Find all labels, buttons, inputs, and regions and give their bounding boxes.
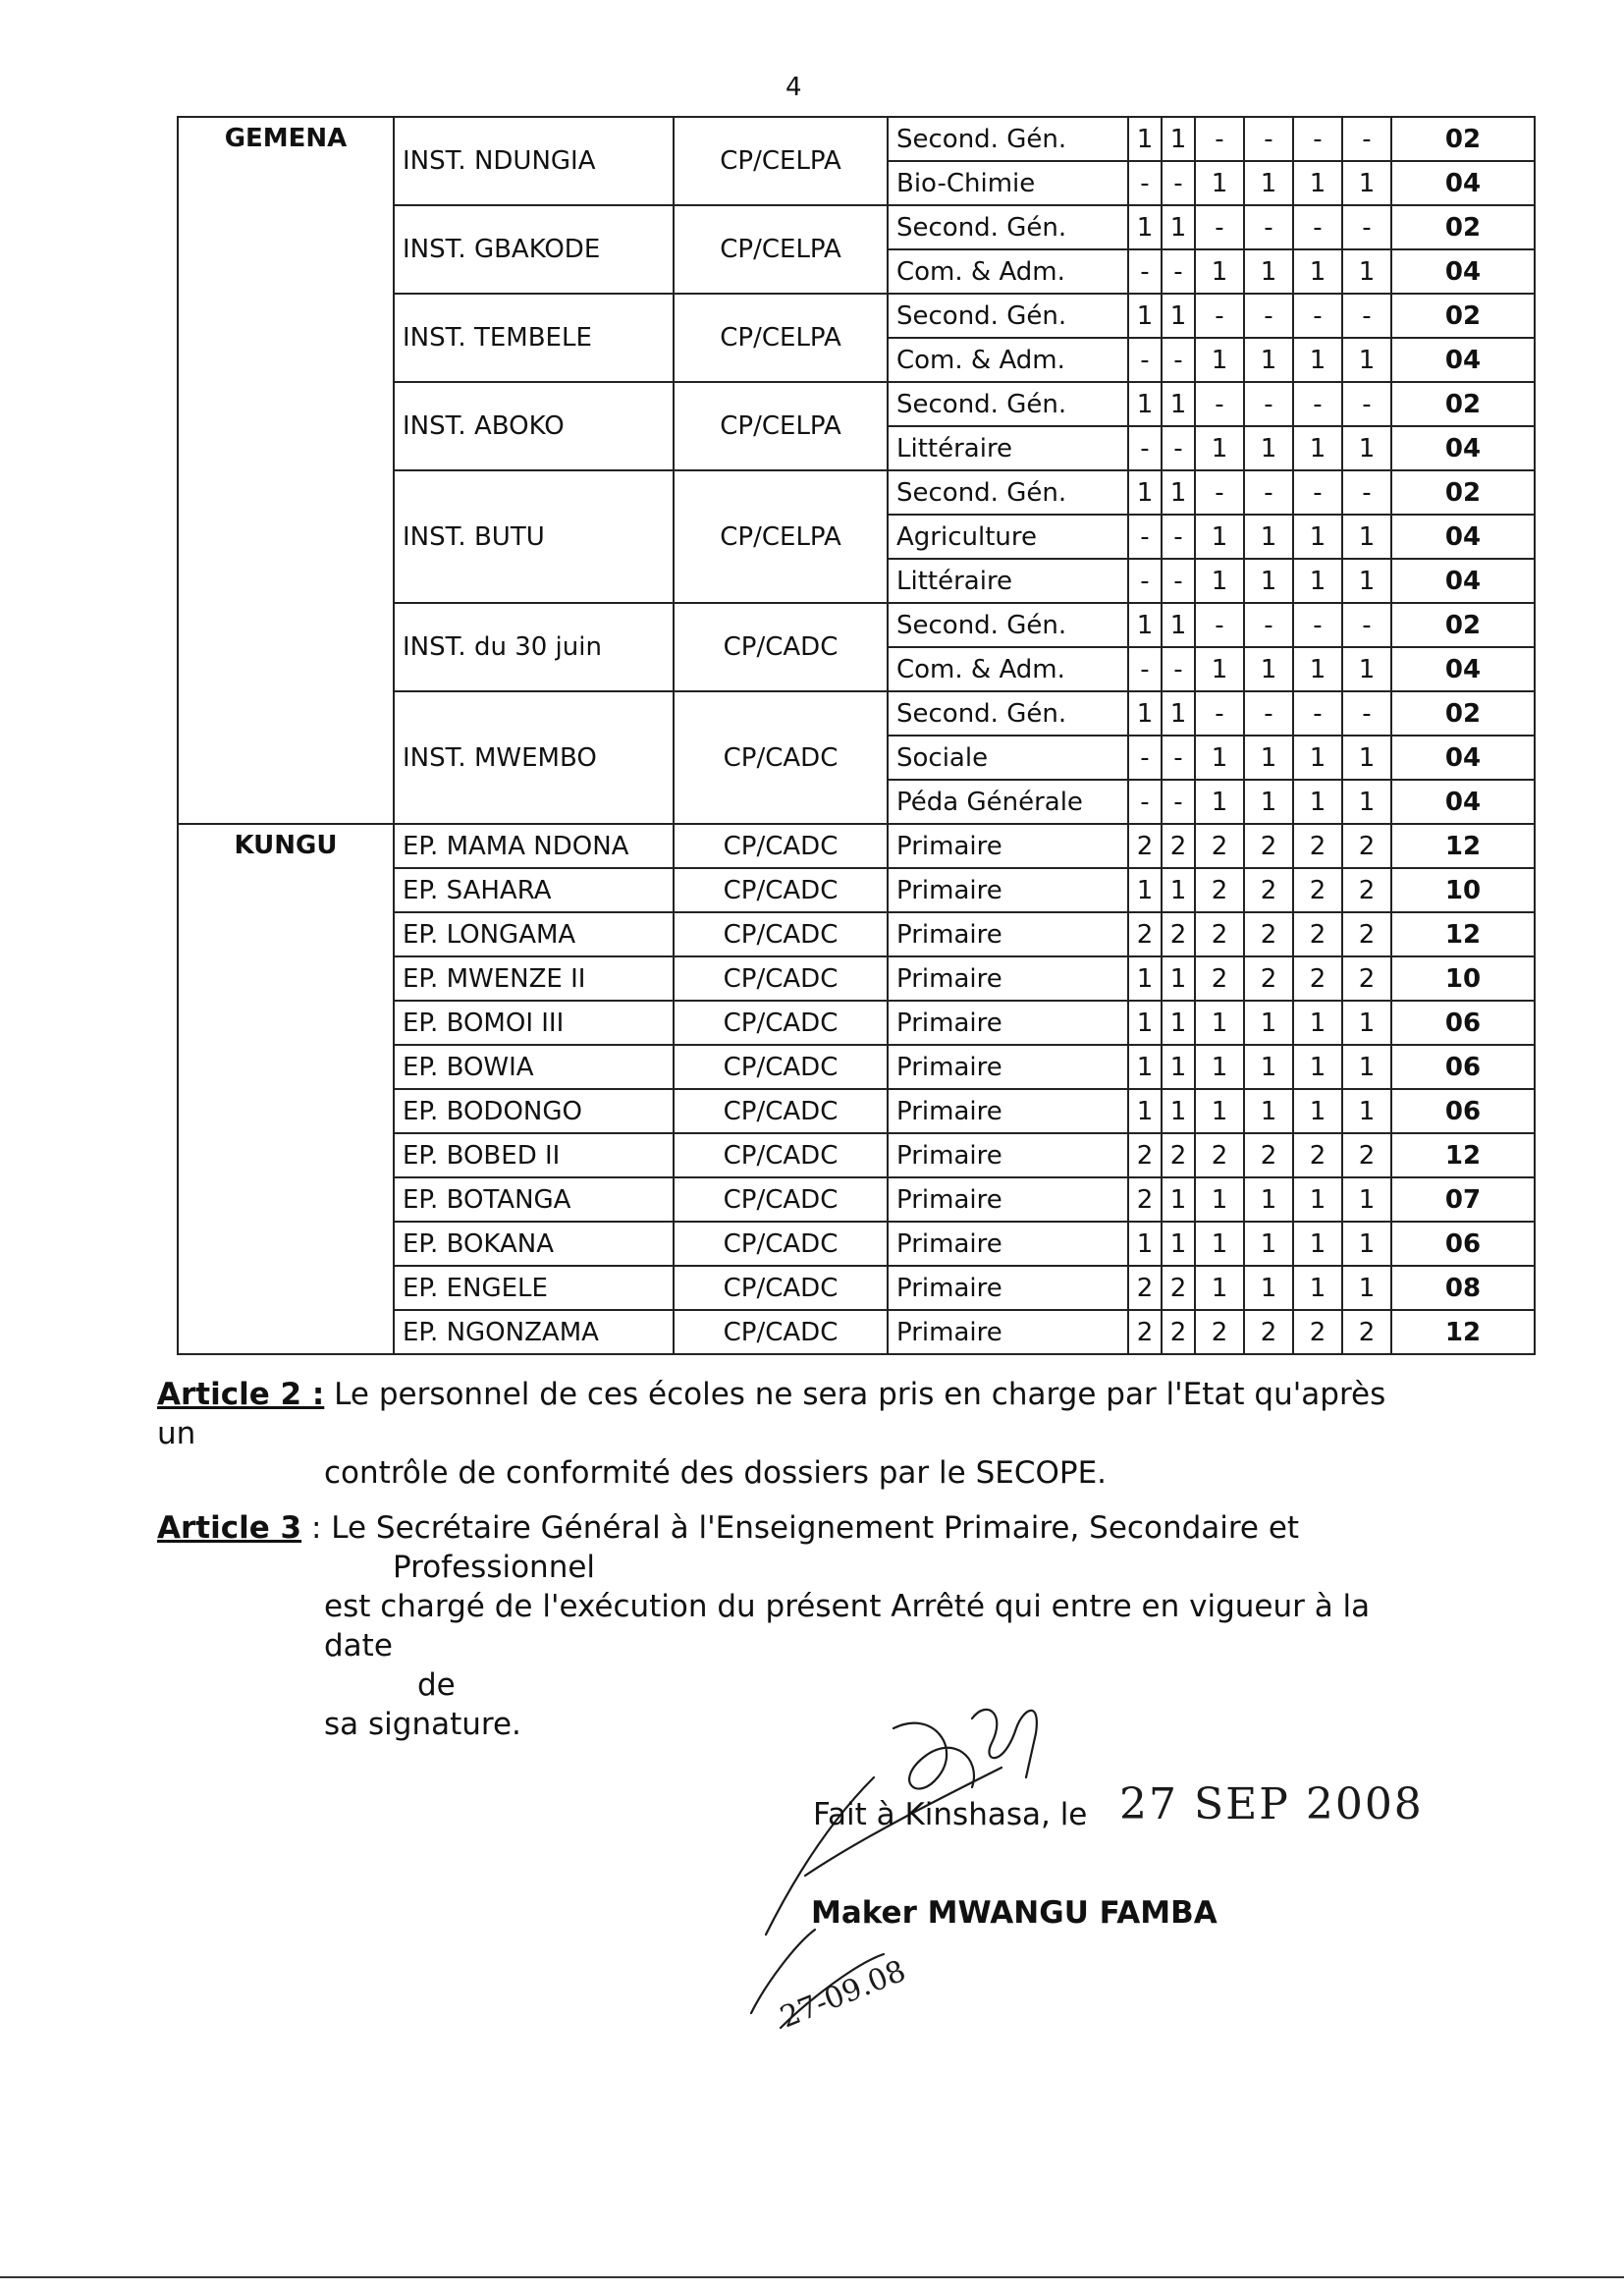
class-count: 2 (1195, 1310, 1244, 1354)
class-count: 2 (1162, 824, 1195, 868)
class-count: 1 (1244, 780, 1293, 824)
class-count: 2 (1128, 1310, 1162, 1354)
class-count: - (1162, 647, 1195, 691)
class-count: 1 (1244, 338, 1293, 382)
class-count: - (1293, 691, 1342, 736)
class-count: - (1128, 780, 1162, 824)
section-name: Second. Gén. (888, 205, 1128, 249)
total-count: 04 (1391, 515, 1535, 559)
class-count: 1 (1342, 338, 1391, 382)
class-count: - (1244, 117, 1293, 161)
article-3-label: Article 3 (157, 1510, 302, 1546)
total-count: 12 (1391, 1310, 1535, 1354)
class-count: 2 (1128, 824, 1162, 868)
convention: CP/CADC (674, 1133, 888, 1177)
school-name: EP. SAHARA (394, 868, 674, 912)
class-count: 2 (1342, 868, 1391, 912)
section-name: Primaire (888, 1045, 1128, 1089)
class-count: 2 (1162, 1266, 1195, 1310)
convention: CP/CADC (674, 1089, 888, 1133)
class-count: 2 (1342, 912, 1391, 956)
school-name: EP. BOTANGA (394, 1177, 674, 1222)
class-count: 1 (1128, 1089, 1162, 1133)
convention: CP/CADC (674, 1310, 888, 1354)
article-2-label: Article 2 : (157, 1377, 325, 1412)
class-count: 2 (1244, 868, 1293, 912)
class-count: - (1162, 161, 1195, 205)
class-count: - (1293, 470, 1342, 515)
class-count: 1 (1342, 1222, 1391, 1266)
class-count: - (1195, 205, 1244, 249)
class-count: 1 (1128, 1222, 1162, 1266)
convention: CP/CADC (674, 824, 888, 868)
class-count: 2 (1162, 912, 1195, 956)
class-count: 1 (1128, 117, 1162, 161)
class-count: 1 (1342, 780, 1391, 824)
class-count: - (1128, 426, 1162, 470)
class-count: 1 (1128, 691, 1162, 736)
class-count: 1 (1128, 868, 1162, 912)
section-name: Primaire (888, 1001, 1128, 1045)
article-2-line-1: Le personnel de ces écoles ne sera pris en charge par l'Etat qu'après un (157, 1377, 1386, 1451)
convention: CP/CADC (674, 1045, 888, 1089)
convention: CP/CADC (674, 1222, 888, 1266)
section-name: Second. Gén. (888, 603, 1128, 647)
convention: CP/CELPA (674, 470, 888, 603)
class-count: 1 (1244, 1045, 1293, 1089)
class-count: 1 (1244, 426, 1293, 470)
class-count: - (1128, 559, 1162, 603)
class-count: - (1195, 603, 1244, 647)
total-count: 06 (1391, 1089, 1535, 1133)
class-count: - (1342, 603, 1391, 647)
class-count: - (1342, 382, 1391, 426)
class-count: 2 (1244, 956, 1293, 1001)
class-count: - (1342, 691, 1391, 736)
class-count: 1 (1128, 205, 1162, 249)
section-name: Com. & Adm. (888, 647, 1128, 691)
class-count: 1 (1195, 515, 1244, 559)
class-count: 2 (1162, 1310, 1195, 1354)
district-name: GEMENA (178, 117, 394, 824)
school-name: INST. du 30 juin (394, 603, 674, 691)
class-count: 1 (1162, 1045, 1195, 1089)
class-count: 1 (1162, 868, 1195, 912)
class-count: 1 (1342, 515, 1391, 559)
class-count: - (1162, 780, 1195, 824)
class-count: 2 (1195, 956, 1244, 1001)
section-name: Primaire (888, 1310, 1128, 1354)
class-count: 2 (1293, 1133, 1342, 1177)
convention: CP/CADC (674, 691, 888, 824)
class-count: - (1195, 294, 1244, 338)
class-count: - (1162, 249, 1195, 294)
class-count: 1 (1128, 470, 1162, 515)
school-name: EP. BOKANA (394, 1222, 674, 1266)
class-count: - (1195, 691, 1244, 736)
class-count: 1 (1293, 161, 1342, 205)
class-count: 1 (1244, 515, 1293, 559)
class-count: 1 (1128, 1045, 1162, 1089)
class-count: 1 (1293, 249, 1342, 294)
section-name: Primaire (888, 1266, 1128, 1310)
convention: CP/CADC (674, 1001, 888, 1045)
total-count: 12 (1391, 824, 1535, 868)
school-name: EP. MWENZE II (394, 956, 674, 1001)
section-name: Second. Gén. (888, 691, 1128, 736)
section-name: Second. Gén. (888, 382, 1128, 426)
date-stamp: 27 SEP 2008 (1119, 1779, 1424, 1829)
class-count: 1 (1195, 647, 1244, 691)
section-name: Second. Gén. (888, 294, 1128, 338)
district-name: KUNGU (178, 824, 394, 1354)
total-count: 04 (1391, 161, 1535, 205)
class-count: 2 (1293, 824, 1342, 868)
school-name: INST. ABOKO (394, 382, 674, 470)
class-count: 1 (1195, 1177, 1244, 1222)
class-count: - (1244, 382, 1293, 426)
class-count: 1 (1195, 1001, 1244, 1045)
total-count: 10 (1391, 956, 1535, 1001)
section-name: Littéraire (888, 426, 1128, 470)
convention: CP/CELPA (674, 117, 888, 205)
school-name: EP. NGONZAMA (394, 1310, 674, 1354)
total-count: 02 (1391, 382, 1535, 426)
class-count: 1 (1244, 1222, 1293, 1266)
school-table (177, 116, 1536, 1355)
article-2 (157, 1375, 1434, 1493)
class-count: 1 (1195, 1222, 1244, 1266)
class-count: - (1244, 603, 1293, 647)
class-count: 2 (1342, 1310, 1391, 1354)
class-count: 1 (1162, 1177, 1195, 1222)
total-count: 02 (1391, 294, 1535, 338)
class-count: 1 (1195, 1089, 1244, 1133)
class-count: 1 (1293, 559, 1342, 603)
class-count: - (1195, 117, 1244, 161)
class-count: 2 (1195, 824, 1244, 868)
class-count: - (1244, 691, 1293, 736)
school-table-body (178, 117, 1535, 1354)
handwritten-date: 27-09.08 (775, 1953, 911, 2036)
class-count: 1 (1293, 1222, 1342, 1266)
class-count: 1 (1244, 647, 1293, 691)
class-count: 1 (1342, 1266, 1391, 1310)
class-count: 1 (1162, 1001, 1195, 1045)
class-count: - (1244, 205, 1293, 249)
section-name: Primaire (888, 1089, 1128, 1133)
class-count: 2 (1195, 1133, 1244, 1177)
class-count: - (1195, 470, 1244, 515)
class-count: 2 (1293, 868, 1342, 912)
class-count: 1 (1162, 205, 1195, 249)
section-name: Primaire (888, 824, 1128, 868)
convention: CP/CADC (674, 912, 888, 956)
class-count: 2 (1162, 1133, 1195, 1177)
class-count: 1 (1342, 1045, 1391, 1089)
class-count: - (1342, 470, 1391, 515)
convention: CP/CELPA (674, 294, 888, 382)
class-count: 1 (1293, 515, 1342, 559)
class-count: 1 (1293, 1001, 1342, 1045)
school-name: EP. MAMA NDONA (394, 824, 674, 868)
school-name: INST. NDUNGIA (394, 117, 674, 205)
total-count: 12 (1391, 912, 1535, 956)
class-count: 1 (1195, 1045, 1244, 1089)
class-count: - (1293, 603, 1342, 647)
section-name: Agriculture (888, 515, 1128, 559)
section-name: Primaire (888, 1222, 1128, 1266)
article-3-separator: : (301, 1510, 332, 1546)
total-count: 04 (1391, 338, 1535, 382)
total-count: 02 (1391, 117, 1535, 161)
class-count: 1 (1195, 426, 1244, 470)
class-count: 2 (1293, 956, 1342, 1001)
section-name: Bio-Chimie (888, 161, 1128, 205)
school-name: INST. TEMBELE (394, 294, 674, 382)
section-name: Littéraire (888, 559, 1128, 603)
class-count: 1 (1195, 736, 1244, 780)
section-name: Primaire (888, 868, 1128, 912)
total-count: 04 (1391, 780, 1535, 824)
class-count: 2 (1342, 824, 1391, 868)
class-count: 1 (1244, 1001, 1293, 1045)
class-count: 1 (1195, 1266, 1244, 1310)
section-name: Second. Gén. (888, 470, 1128, 515)
article-3-line-2: Professionnel (393, 1550, 596, 1585)
class-count: - (1162, 515, 1195, 559)
class-count: 1 (1162, 117, 1195, 161)
class-count: 1 (1342, 1089, 1391, 1133)
article-3-line-4: de (417, 1667, 456, 1703)
article-3-line-5: sa signature. (324, 1707, 521, 1742)
total-count: 04 (1391, 647, 1535, 691)
class-count: 2 (1244, 1310, 1293, 1354)
class-count: 1 (1195, 338, 1244, 382)
total-count: 02 (1391, 470, 1535, 515)
class-count: 1 (1162, 603, 1195, 647)
class-count: 2 (1128, 912, 1162, 956)
class-count: - (1342, 205, 1391, 249)
class-count: 2 (1195, 868, 1244, 912)
class-count: 2 (1342, 956, 1391, 1001)
class-count: - (1128, 515, 1162, 559)
class-count: - (1128, 736, 1162, 780)
convention: CP/CADC (674, 956, 888, 1001)
total-count: 10 (1391, 868, 1535, 912)
class-count: 1 (1162, 470, 1195, 515)
class-count: - (1293, 294, 1342, 338)
section-name: Primaire (888, 956, 1128, 1001)
total-count: 02 (1391, 205, 1535, 249)
total-count: 06 (1391, 1222, 1535, 1266)
class-count: 2 (1293, 912, 1342, 956)
class-count: 1 (1244, 1266, 1293, 1310)
class-count: 2 (1244, 912, 1293, 956)
convention: CP/CADC (674, 1266, 888, 1310)
total-count: 04 (1391, 249, 1535, 294)
class-count: - (1162, 338, 1195, 382)
class-count: - (1293, 382, 1342, 426)
bottom-rule (0, 2276, 1624, 2278)
class-count: 1 (1293, 1089, 1342, 1133)
section-name: Com. & Adm. (888, 249, 1128, 294)
signatory-name: Maker MWANGU FAMBA (811, 1895, 1218, 1931)
class-count: - (1128, 647, 1162, 691)
class-count: - (1162, 559, 1195, 603)
class-count: 1 (1244, 559, 1293, 603)
school-name: INST. BUTU (394, 470, 674, 603)
class-count: - (1128, 338, 1162, 382)
class-count: 1 (1244, 1089, 1293, 1133)
school-name: EP. BOMOI III (394, 1001, 674, 1045)
total-count: 02 (1391, 603, 1535, 647)
class-count: 1 (1293, 736, 1342, 780)
class-count: 1 (1244, 1177, 1293, 1222)
class-count: 1 (1293, 647, 1342, 691)
class-count: 1 (1342, 647, 1391, 691)
class-count: 1 (1128, 1001, 1162, 1045)
class-count: 1 (1195, 559, 1244, 603)
convention: CP/CADC (674, 1177, 888, 1222)
class-count: 2 (1195, 912, 1244, 956)
class-count: - (1293, 205, 1342, 249)
class-count: 1 (1195, 161, 1244, 205)
class-count: 1 (1162, 294, 1195, 338)
class-count: 1 (1342, 1001, 1391, 1045)
class-count: 1 (1293, 338, 1342, 382)
class-count: 1 (1162, 1089, 1195, 1133)
page-number: 4 (785, 73, 802, 102)
class-count: - (1293, 117, 1342, 161)
class-count: 2 (1342, 1133, 1391, 1177)
class-count: 1 (1293, 780, 1342, 824)
class-count: - (1128, 161, 1162, 205)
class-count: - (1195, 382, 1244, 426)
class-count: 1 (1244, 249, 1293, 294)
class-count: 1 (1128, 294, 1162, 338)
total-count: 06 (1391, 1045, 1535, 1089)
class-count: 1 (1162, 691, 1195, 736)
section-name: Primaire (888, 912, 1128, 956)
class-count: 1 (1195, 780, 1244, 824)
class-count: 1 (1342, 249, 1391, 294)
article-3-line-1: Le Secrétaire Général à l'Enseignement Primaire, Secondaire et (331, 1510, 1300, 1546)
class-count: 2 (1128, 1133, 1162, 1177)
total-count: 04 (1391, 559, 1535, 603)
class-count: 1 (1342, 736, 1391, 780)
class-count: 2 (1293, 1310, 1342, 1354)
class-count: 1 (1162, 382, 1195, 426)
class-count: - (1162, 736, 1195, 780)
section-name: Primaire (888, 1133, 1128, 1177)
article-2-line-2: contrôle de conformité des dossiers par le SECOPE. (324, 1455, 1108, 1491)
class-count: 2 (1128, 1266, 1162, 1310)
convention: CP/CELPA (674, 205, 888, 294)
table-row (178, 117, 1535, 161)
class-count: - (1244, 294, 1293, 338)
total-count: 12 (1391, 1133, 1535, 1177)
class-count: 1 (1293, 426, 1342, 470)
class-count: 1 (1293, 1045, 1342, 1089)
total-count: 02 (1391, 691, 1535, 736)
section-name: Second. Gén. (888, 117, 1128, 161)
total-count: 08 (1391, 1266, 1535, 1310)
school-name: INST. GBAKODE (394, 205, 674, 294)
class-count: 1 (1293, 1266, 1342, 1310)
class-count: - (1128, 249, 1162, 294)
class-count: 1 (1244, 161, 1293, 205)
school-name: INST. MWEMBO (394, 691, 674, 824)
class-count: 1 (1342, 1177, 1391, 1222)
school-name: EP. BOWIA (394, 1045, 674, 1089)
section-name: Sociale (888, 736, 1128, 780)
section-name: Primaire (888, 1177, 1128, 1222)
class-count: 2 (1244, 824, 1293, 868)
table-row (178, 824, 1535, 868)
total-count: 06 (1391, 1001, 1535, 1045)
class-count: - (1162, 426, 1195, 470)
section-name: Com. & Adm. (888, 338, 1128, 382)
place-line: Fait à Kinshasa, le (813, 1797, 1088, 1832)
article-3-line-3: est chargé de l'exécution du présent Arrêté qui entre en vigueur à la date (324, 1589, 1371, 1664)
convention: CP/CADC (674, 868, 888, 912)
class-count: 2 (1244, 1133, 1293, 1177)
class-count: 1 (1128, 382, 1162, 426)
section-name: Péda Générale (888, 780, 1128, 824)
class-count: 1 (1128, 956, 1162, 1001)
class-count: 1 (1244, 736, 1293, 780)
class-count: 2 (1128, 1177, 1162, 1222)
class-count: 1 (1195, 249, 1244, 294)
convention: CP/CADC (674, 603, 888, 691)
class-count: 1 (1342, 559, 1391, 603)
convention: CP/CELPA (674, 382, 888, 470)
class-count: - (1244, 470, 1293, 515)
class-count: 1 (1293, 1177, 1342, 1222)
total-count: 04 (1391, 736, 1535, 780)
school-name: EP. ENGELE (394, 1266, 674, 1310)
class-count: 1 (1128, 603, 1162, 647)
school-name: EP. BOBED II (394, 1133, 674, 1177)
total-count: 07 (1391, 1177, 1535, 1222)
school-name: EP. LONGAMA (394, 912, 674, 956)
school-name: EP. BODONGO (394, 1089, 674, 1133)
class-count: 1 (1342, 426, 1391, 470)
class-count: 1 (1162, 1222, 1195, 1266)
class-count: 1 (1162, 956, 1195, 1001)
class-count: - (1342, 294, 1391, 338)
total-count: 04 (1391, 426, 1535, 470)
class-count: - (1342, 117, 1391, 161)
class-count: 1 (1342, 161, 1391, 205)
